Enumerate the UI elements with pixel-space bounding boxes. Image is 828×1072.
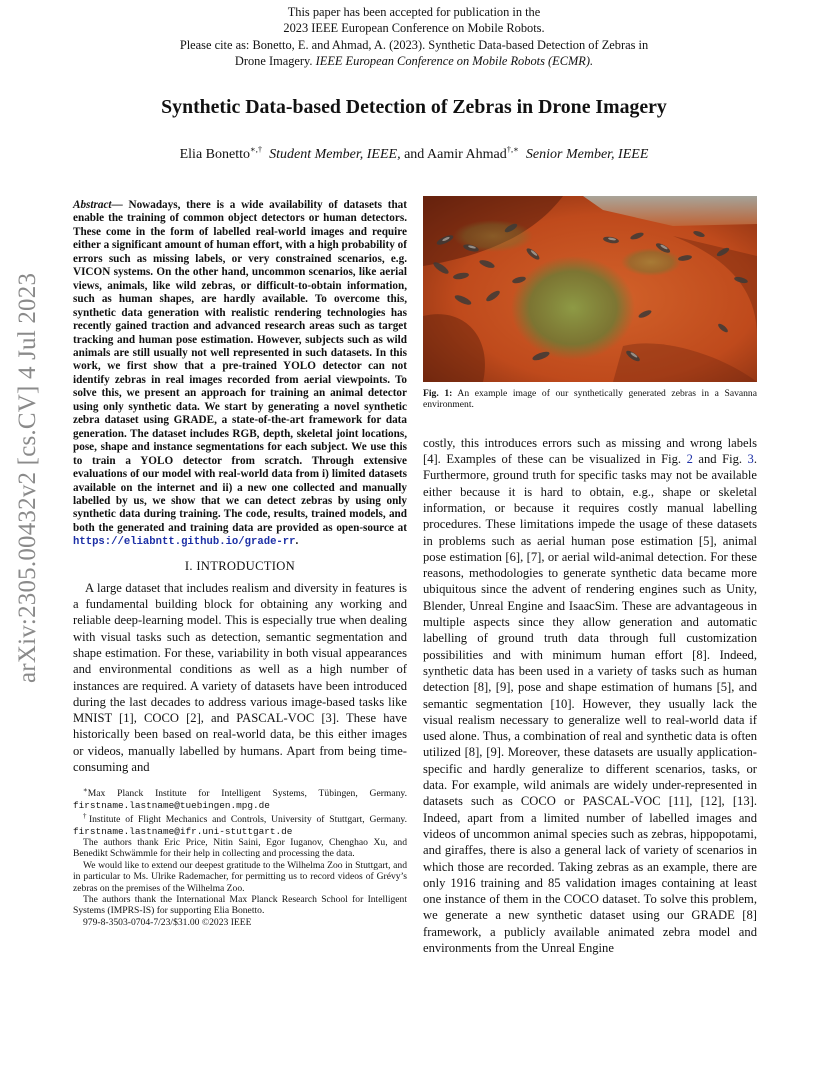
abstract-text: Nowadays, there is a wide availability of datasets that enable the training of common object detectors or human detectors. These come in the form of labelled real-world images and require either a significant amount of human effort, with a high probability of errors such as missing labels, or very constrained scenarios, e.g. VICON systems. On the other hand, uncommon scenarios, like aerial views, animals, like wild zebras, or difficult-to-obtain information, such as human shapes, are hardly available. To overcome this, synthetic data generation with realistic rendering technologies has recently gained traction and advanced research areas such as target tracking and human pose estimation. However, subjects such as wild animals are still usually not well represented in such datasets. In this work, we first show that a pre-trained YOLO detector can not identify zebras in real images recorded from aerial viewpoints. To solve this, we present an approach for training an animal detector using only synthetic data. We start by generating a novel synthetic zebra dataset using GRADE, a state-of-the-art framework for data generation. The dataset includes RGB, depth, skeletal joint locations, pose, shape and instance segmentations for each subject. We use this to train a YOLO detector from scratch. Through extensive evaluations of our model with real-world data from i) limited datasets available on the internet and ii) a new one collected and manually labelled by us, we show that we can detect zebras by using only synthetic data during training. The code, results, trained models, and both the generated and training data are provided as open-source at (73, 199, 407, 534)
footnote-text: Institute of Flight Mechanics and Controls, University of Stuttgart, Germany. (88, 814, 407, 826)
author-name: Elia Bonetto (179, 147, 250, 162)
notice-line: Please cite as: Bonetto, E. and Ahmad, A. (2023). Synthetic Data-based Detection of Zebras in (179, 37, 649, 52)
footnote-thanks: The authors thank Eric Price, Nitin Saini, Egor Iuganov, Chenghao Xu, and Benedikt Schwämmle for their help in collecting and processing the data. (73, 836, 407, 860)
notice-venue: IEEE European Conference on Mobile Robots (ECMR). (315, 54, 594, 69)
arxiv-stamp: arXiv:2305.00432v2 [cs.CV] 4 Jul 2023 (14, 272, 41, 683)
footnote-affiliation-2 (73, 811, 407, 837)
affiliation-marks: ∗,† (250, 144, 263, 154)
footnote-email: firstname.lastname@ifr.uni-stuttgart.de (73, 825, 293, 837)
footnote-mark: † (83, 812, 89, 821)
abstract-end: . (295, 535, 299, 548)
author-and: and (404, 147, 425, 162)
intro-continued-paragraph (423, 435, 757, 957)
savanna-zebra-image (423, 196, 757, 382)
figure-caption-text: An example image of our synthetically generated zebras in a Savanna environment. (423, 388, 757, 411)
author-line (0, 144, 828, 163)
author-role: Senior Member, IEEE (525, 147, 649, 162)
affiliation-marks: †,∗ (506, 144, 519, 154)
figure-3-ref-link[interactable]: 3 (747, 452, 754, 467)
abstract (73, 199, 407, 550)
left-column (73, 199, 407, 928)
paragraph-text: costly, this introduces errors such as missing and wrong labels [4]. Examples of these can be visualized in Fig. (423, 435, 757, 467)
paper-title: Synthetic Data-based Detection of Zebras in Drone Imagery (161, 96, 667, 118)
notice-line: This paper has been accepted for publication in the (287, 5, 541, 19)
paragraph-text: and Fig. (692, 452, 748, 467)
abstract-label: Abstract (73, 199, 112, 211)
abstract-dash: — (111, 199, 129, 211)
footnotes (73, 785, 407, 928)
footnote-thanks: We would like to extend our deepest gratitude to the Wilhelma Zoo in Stuttgart, and in particular to Ms. Ulrike Rademacher, for permitting us to record videos of Grévy’s zebras on the premises of the Wilhelma Zoo. (73, 859, 407, 894)
figure-synthetic-zebras (423, 196, 757, 382)
paragraph-text: . Furthermore, ground truth for specific tasks may not be available either because it is hard to obtain, e.g., shape or skeletal information, or because it requires costly manual labelling procedures. These limitations impede the usage of these datasets in problems such as aerial human pose estimation [5], animal pose estimation [6], [7], or aerial wild-animal detection. For these reasons, methodologies to generate synthetic data became more ubiquitous since the advent of rendering engines such as Unity, Blender, Unreal Engine and IsaacSim. These are advantageous in multiple aspects since they allow generation and automatic labelling of ground truth data through full customization possibilities and with minimum human effort [8]. Indeed, synthetic data has been used in a variety of tasks such as human detection [8], [9], pose and shape estimation of humans [5], and semantic segmentation [10]. However, they usually lack the visual realism necessary to generalize well to real-world data if used alone. Thus, a combination of real and synthetic data is often utilized [8], [9]. Moreover, these datasets are usually application-specific and hardly generalize to different scenarios, tasks, or data. For example, wild animals are widely under-represented in datasets such as COCO or PASCAL-VOC [11], [12], [13]. Indeed, apart from a limited number of labelled images and videos of uncommon animal species such as zebras, hippopotami, and giraffes, there is also a general lack of variety of scenarios in which those are recorded. Taking zebras as an example, there are only 1916 training and 85 validation images containing at least one instance of them in the COCO dataset. To solve this problem, we generate a new synthetic dataset using our GRADE [8] framework, a publicly available animated zebra model and environments from the Unreal Engine (423, 452, 757, 956)
footnote-thanks: The authors thank the International Max Planck Research School for Intelligent Systems (IMPRS-IS) for supporting Elia Bonetto. (73, 894, 407, 917)
figure-caption (423, 388, 757, 411)
author-role: Student Member, IEEE, (269, 147, 401, 162)
footnote-email: firstname.lastname@tuebingen.mpg.de (73, 799, 270, 811)
author-name: Aamir Ahmad (427, 147, 507, 162)
project-link[interactable]: https://eliabntt.github.io/grade-rr (73, 536, 296, 549)
right-column (423, 196, 757, 956)
footnote-text: Max Planck Institute for Intelligent Systems, Tübingen, Germany. (87, 788, 407, 800)
footnote-mark: ∗ (83, 786, 88, 795)
section-heading: I. INTRODUCTION (184, 558, 296, 573)
footnote-isbn: 979-8-3503-0704-7/23/$31.00 ©2023 IEEE (83, 916, 252, 928)
notice-line (0, 53, 828, 69)
publication-notice (0, 4, 828, 70)
figure-2-ref-link[interactable]: 2 (686, 452, 693, 467)
footnote-affiliation-1 (73, 785, 407, 811)
notice-line: 2023 IEEE European Conference on Mobile Robots. (283, 21, 545, 36)
notice-text: Drone Imagery. (234, 54, 316, 69)
intro-paragraph: A large dataset that includes realism and diversity in features is a fundamental building block for obtaining any working and reliable deep-learning model. This is especially true when dealing with visual tasks such as detection, semantic segmentation and shape estimation. For these, variability in both visual appearances and environmental conditions as well as a high number of instances are required. A variety of datasets have been introduced during the last decades to address various image-based tasks like MNIST [1], COCO [2], and PASCAL-VOC [3]. These have historically been based on real-world data, be this either images or videos, manually labelled by humans. Apart from being time-consuming and (73, 580, 407, 775)
figure-label: Fig. 1: (423, 388, 453, 399)
